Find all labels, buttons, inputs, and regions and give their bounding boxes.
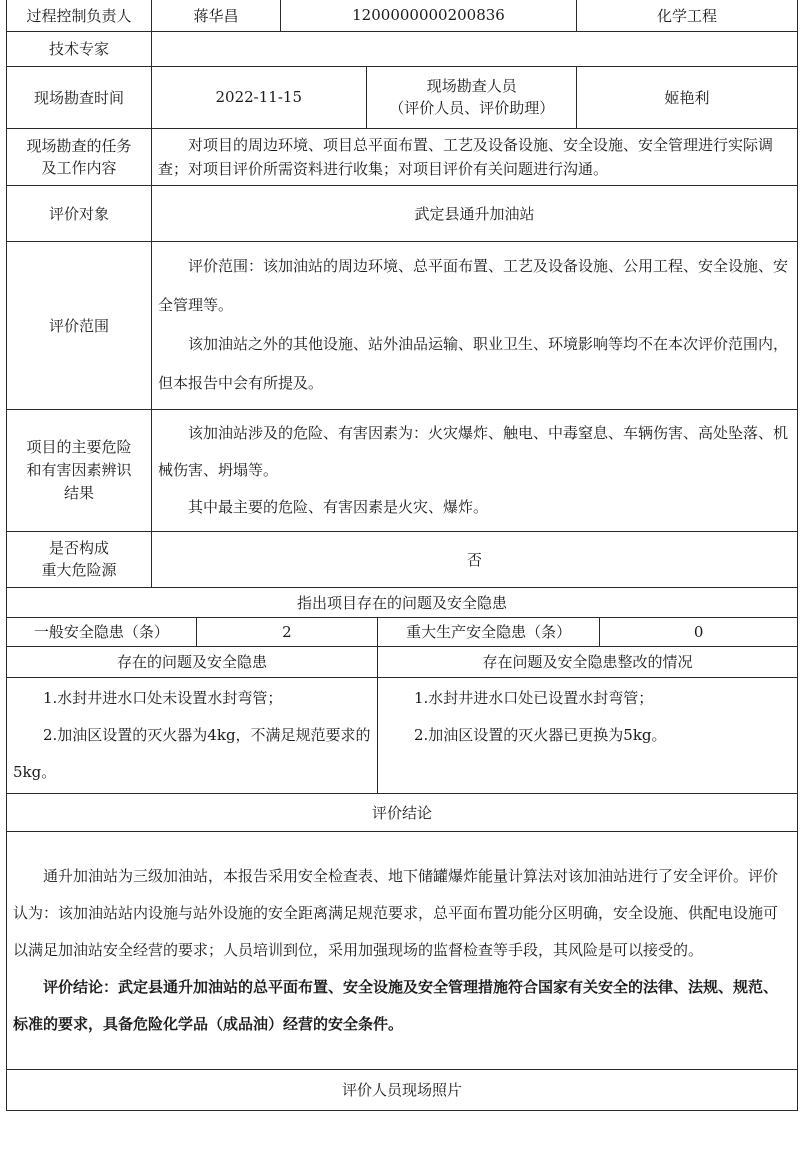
conclusion-body-row	[7, 831, 798, 1069]
issues-title: 指出项目存在的问题及安全隐患	[7, 587, 798, 617]
survey-staff-value: 姬艳利	[577, 66, 798, 128]
issues-count-row	[7, 617, 798, 646]
hazards-row	[7, 409, 798, 531]
conclusion-paragraph: 通升加油站为三级加油站，本报告采用安全检查表、地下储罐爆炸能量计算法对该加油站进行了安全评价。评价认为：该加油站站内设施与站外设施的安全距离满足规范要求，总平面布置功能分区明确，安全设施、供配电设施可以满足加油站安全经营的要求；人员培训到位，采用加强现场的监督检查等手段，其风险是可以接受的。	[13, 866, 779, 959]
object-value: 武定县通升加油站	[152, 185, 798, 241]
conclusion-title-row	[7, 793, 798, 831]
hazards-paragraph-2: 其中最主要的危险、有害因素是火灾、爆炸。	[188, 497, 489, 516]
scope-paragraph-1: 评价范围：该加油站的周边环境、总平面布置、工艺及设备设施、公用工程、安全设施、安全管理等。	[158, 257, 789, 314]
lead-id: 1200000000200836	[281, 0, 577, 31]
scope-row	[7, 241, 798, 409]
expert-value	[152, 31, 798, 66]
photos-row	[7, 1069, 798, 1110]
issue-item-2: 2.加油区设置的灭火器为4kg，不满足规范要求的5kg。	[13, 725, 371, 781]
survey-row	[7, 66, 798, 128]
scope-label: 评价范围	[7, 241, 152, 409]
expert-row	[7, 31, 798, 66]
lead-row	[7, 0, 798, 31]
major-hazard-value: 否	[152, 531, 798, 587]
major-hazard-label: 是否构成 重大危险源	[7, 531, 152, 587]
task-label: 现场勘查的任务 及工作内容	[7, 128, 152, 185]
lead-label: 过程控制负责人	[7, 0, 152, 31]
expert-label: 技术专家	[7, 31, 152, 66]
task-content: 对项目的周边环境、项目总平面布置、工艺及设备设施、安全设施、安全管理进行实际调查；对项目评价所需资料进行收集；对项目评价有关问题进行沟通。	[158, 135, 774, 178]
task-row	[7, 128, 798, 185]
issues-list-row	[7, 677, 798, 793]
major-hazard-count: 0	[600, 618, 797, 646]
general-hazard-label: 一般安全隐患（条）	[33, 623, 169, 641]
hazards-paragraph-1: 该加油站涉及的危险、有害因素为：火灾爆炸、触电、中毒窒息、车辆伤害、高处坠落、机械伤害、坍塌等。	[158, 423, 789, 479]
lead-name: 蒋华昌	[152, 0, 281, 31]
object-label: 评价对象	[7, 185, 152, 241]
photos-title: 评价人员现场照片	[7, 1069, 798, 1110]
scope-paragraph-2: 该加油站之外的其他设施、站外油品运输、职业卫生、环境影响等均不在本次评价范围内，但本报告中会有所提及。	[158, 335, 789, 392]
hazards-label: 项目的主要危险 和有害因素辨识 结果	[7, 409, 152, 531]
issues-title-row	[7, 587, 798, 617]
general-hazard-count: 2	[196, 618, 377, 646]
fix-item-2: 2.加油区设置的灭火器已更换为5kg。	[413, 725, 667, 744]
fix-item-1: 1.水封井进水口处已设置水封弯管；	[413, 688, 654, 707]
assessment-table	[6, 0, 798, 1111]
major-hazard-count-label: 重大生产安全隐患（条）	[377, 618, 599, 646]
survey-time-value: 2022-11-15	[215, 88, 302, 106]
issues-header-row	[7, 646, 798, 677]
object-row	[7, 185, 798, 241]
survey-time-label: 现场勘查时间	[7, 66, 152, 128]
conclusion-title: 评价结论	[7, 793, 798, 831]
conclusion-statement: 评价结论：武定县通升加油站的总平面布置、安全设施及安全管理措施符合国家有关安全的法律、法规、规范、标准的要求，具备危险化学品（成品油）经营的安全条件。	[13, 977, 779, 1033]
major-hazard-row	[7, 531, 798, 587]
issue-item-1: 1.水封井进水口处未设置水封弯管；	[43, 688, 283, 707]
lead-specialty: 化学工程	[577, 0, 798, 31]
survey-staff-label: 现场勘查人员 （评价人员、评价助理）	[366, 67, 577, 128]
issues-column-right: 存在问题及安全隐患整改的情况	[377, 647, 797, 677]
issues-column-left: 存在的问题及安全隐患	[116, 653, 267, 671]
